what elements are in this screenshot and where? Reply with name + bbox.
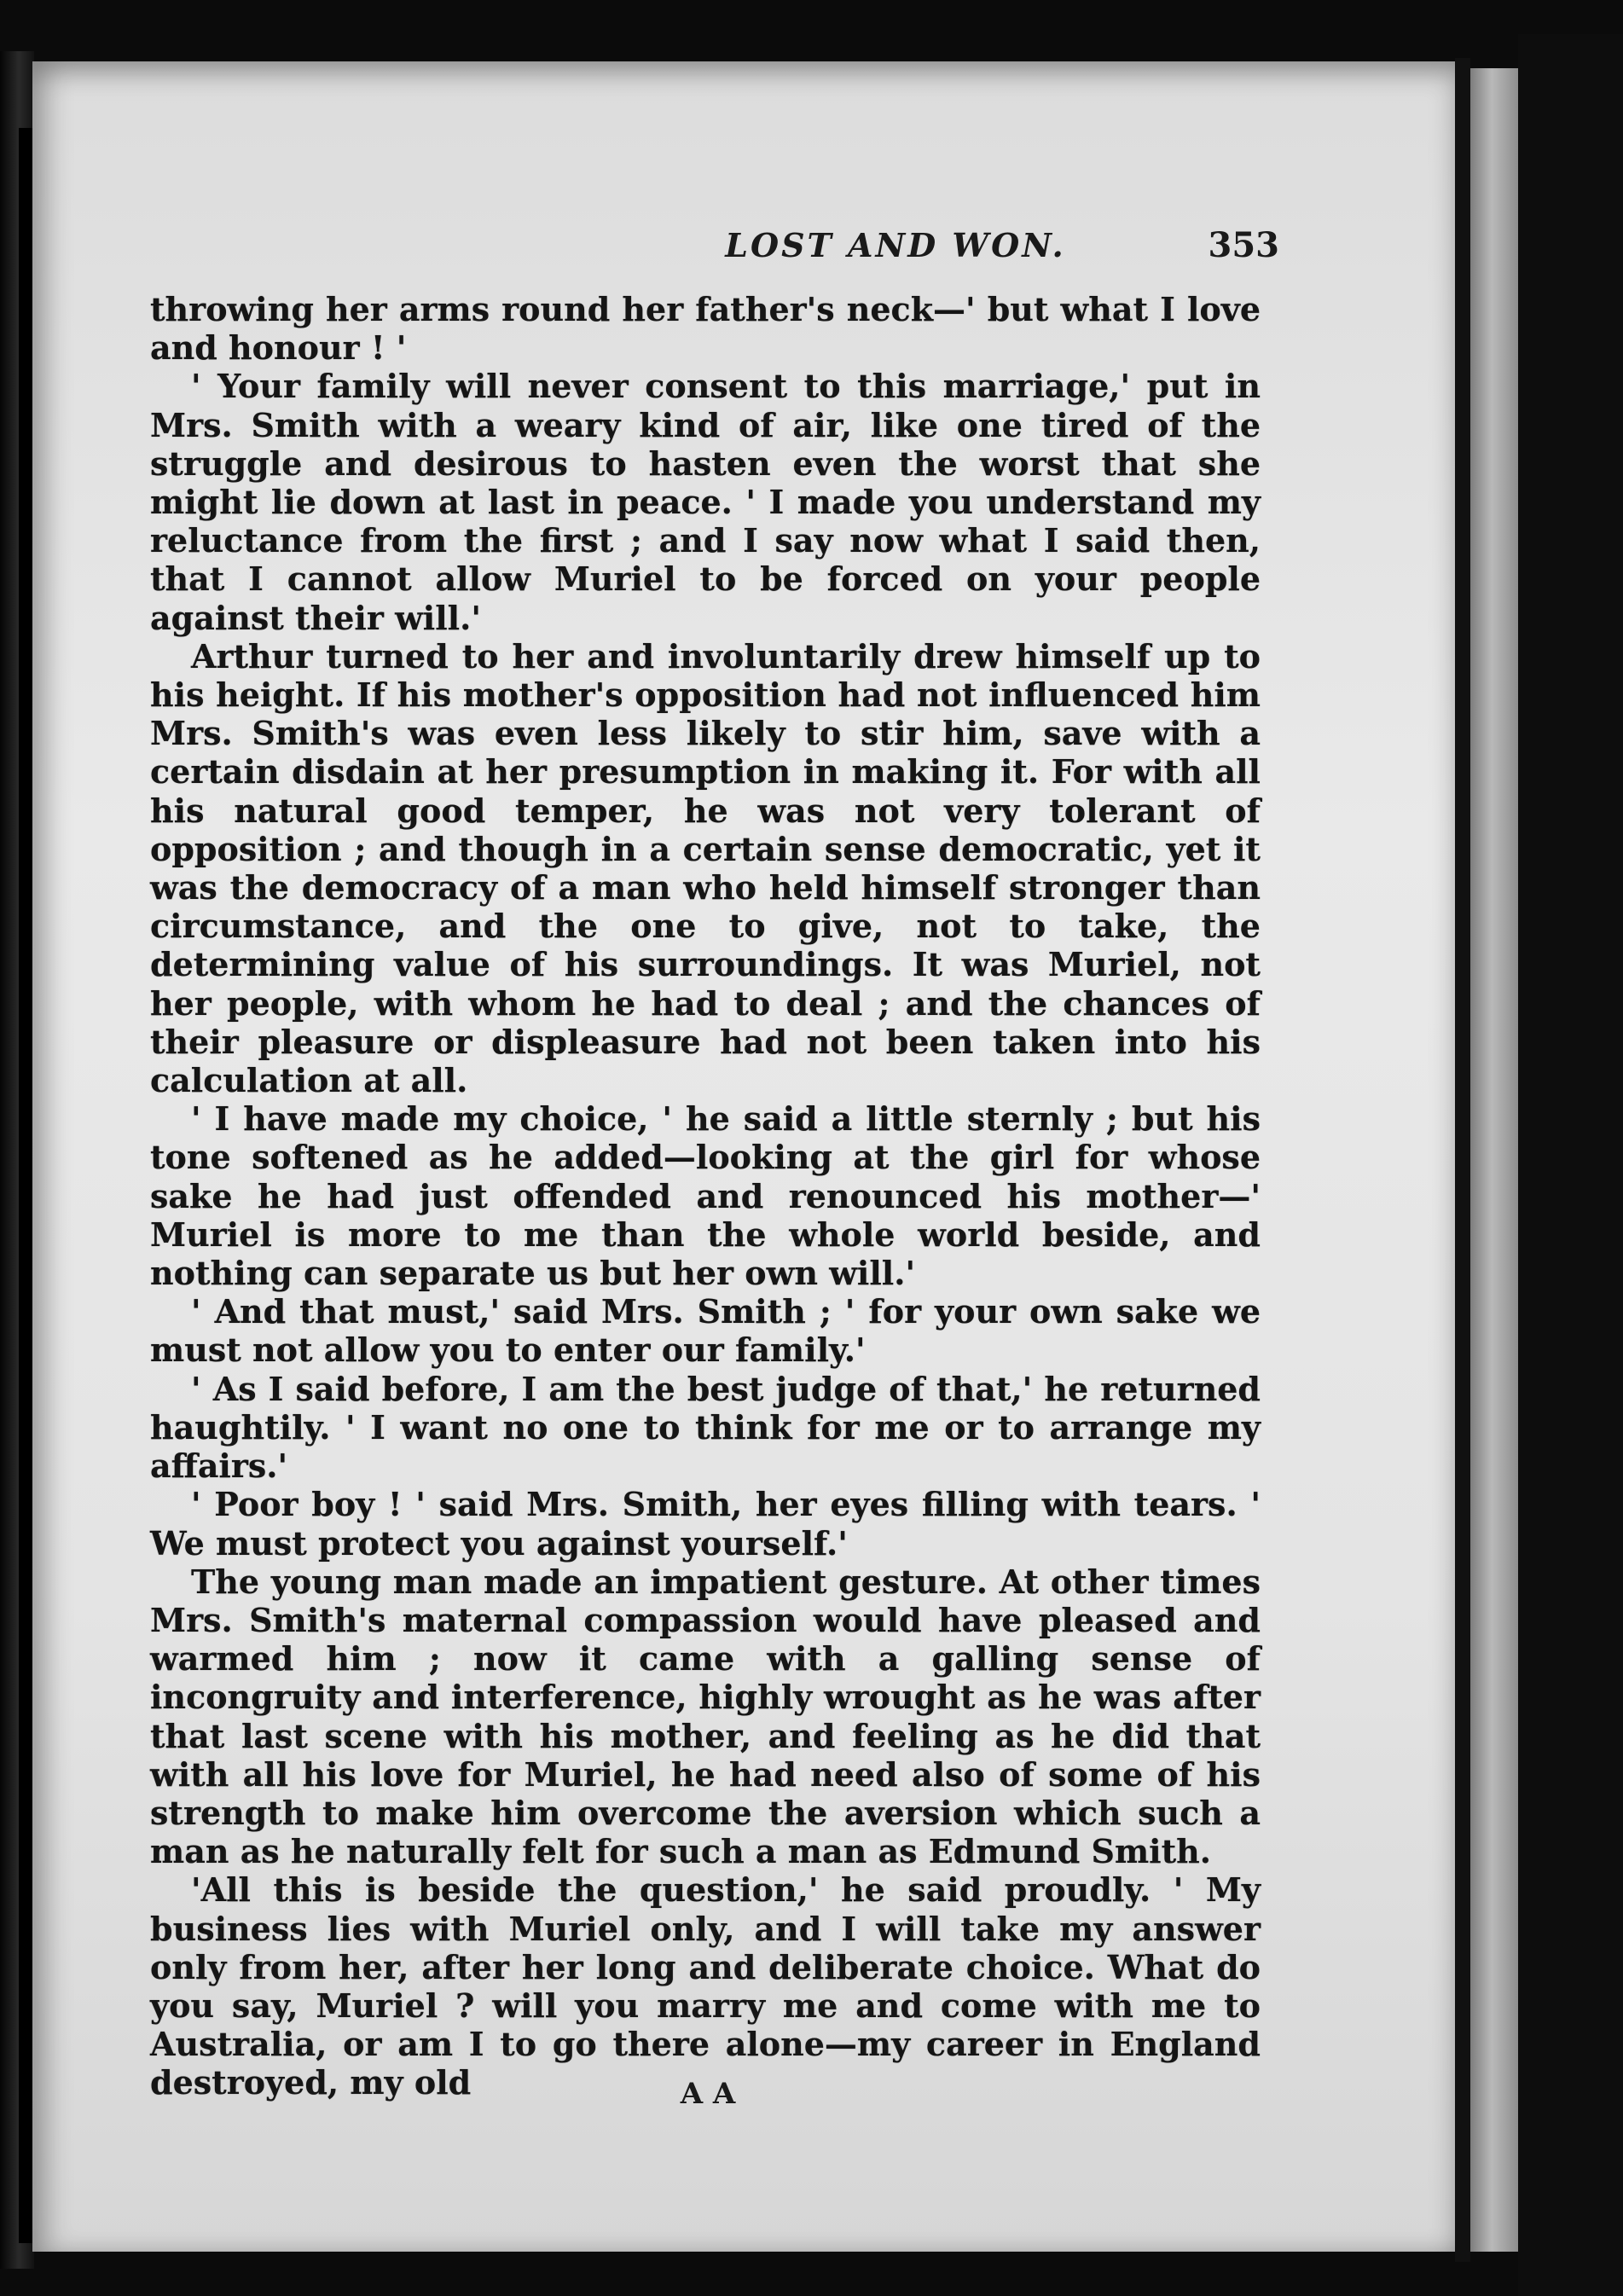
running-head: LOST AND WON. [725,226,1066,264]
book-spine-shadow [19,128,32,2243]
page-number: 353 [1208,225,1279,265]
paragraph: ' As I said before, I am the best judge of that,' he returned haughtily. ' I want no one to think for me or to arrange my affairs.' [150,1369,1261,1486]
page-body-text [150,290,1261,2102]
paragraph: The young man made an impatient gesture. At other times Mrs. Smith's maternal compassion would have pleased and warmed him ; now it came with a galling sense of incongruity and interference, highly wrought as he was after that last scene with his mother, and feeling as he did that with all his love for Muriel, he had need also of some of his strength to make him overcome the aversion which such a man as he naturally felt for such a man as Edmund Smith. [150,1562,1261,1871]
right-page-edge [1455,58,1470,2262]
paragraph: ' I have made my choice, ' he said a little sternly ; but his tone softened as he added—looking at the girl for whose sake he had just offended and renounced his mother—' Muriel is more to me than the whole world beside, and nothing can separate us but her own will.' [150,1099,1261,1293]
paragraph: ' Your family will never consent to this marriage,' put in Mrs. Smith with a weary kind of air, like one tired of the struggle and desirous to hasten even the worst that she might lie down at last in peace. ' I made you understand my reluctance from the first ; and I say now what I said then, that I cannot allow Muriel to be forced on your people against their will.' [150,367,1261,637]
paragraph: Arthur turned to her and involuntarily drew himself up to his height. If his mother's opposition had not influenced him Mrs. Smith's was even less likely to stir him, save with a certain disdain at her presumption in making it. For with all his natural good temper, he was not very tolerant of opposition ; and though in a certain sense democratic, yet it was the democracy of a man who held himself stronger than circumstance, and the one to give, not to take, the determining value of his surroundings. It was Muriel, not her people, with whom he had to deal ; and the chances of their pleasure or displeasure had not been taken into his calculation at all. [150,636,1261,1100]
paragraph: ' And that must,' said Mrs. Smith ; ' for your own sake we must not allow you to enter our family.' [150,1292,1261,1370]
paragraph: 'All this is beside the question,' he said proudly. ' My business lies with Muriel only, and I will take my answer only from her, after her long and deliberate choice. What do you say, Muriel ? will you marry me and come with me to Australia, or am I to go there alone—my career in England destroyed, my old [150,1870,1261,2102]
paragraph: ' Poor boy ! ' said Mrs. Smith, her eyes filling with tears. ' We must protect you against yourself.' [150,1485,1261,1563]
signature-mark: A A [680,2077,736,2111]
background-margin [1518,34,1623,2296]
outer-page-leaf [1470,68,1518,2252]
paragraph: throwing her arms round her father's neck—' but what I love and honour ! ' [150,290,1261,368]
